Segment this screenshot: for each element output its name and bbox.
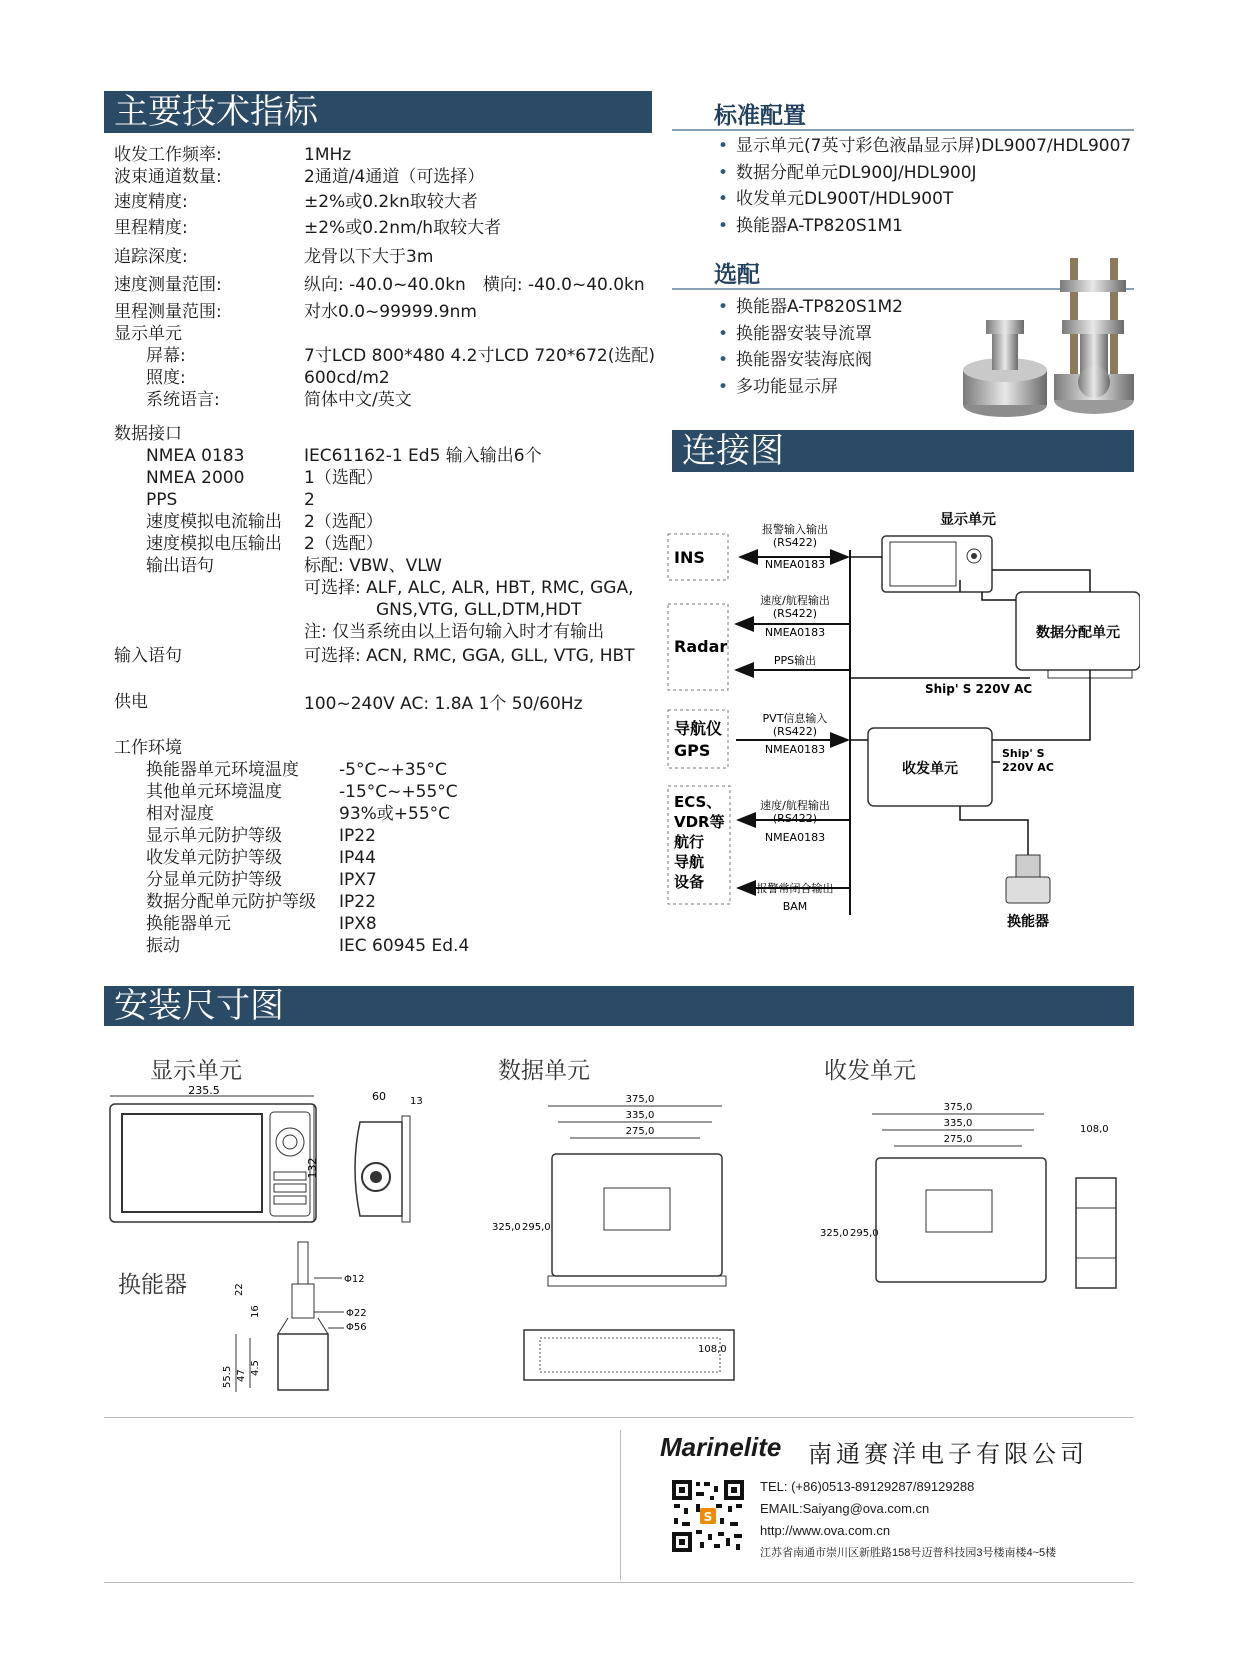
dim-label: 275,0	[625, 1126, 655, 1137]
dim-label: 335,0	[943, 1118, 973, 1129]
ins-label: INS	[674, 548, 705, 567]
spec-label: NMEA 2000	[146, 468, 245, 488]
env-label: 收发单元防护等级	[146, 848, 282, 868]
env-value: 93%或+55°C	[339, 804, 451, 824]
dim-display-title: 显示单元	[150, 1058, 242, 1084]
dim-xdcr-title: 换能器	[118, 1272, 187, 1298]
footer-tel: TEL: (+86)0513-89129287/89129288	[760, 1479, 975, 1494]
env-value: IPX8	[339, 914, 377, 934]
data-unit-label: 数据分配单元	[1036, 625, 1120, 641]
spec-value: 标配: VBW、VLW	[304, 556, 442, 576]
spec-value: ±2%或0.2nm/h取较大者	[304, 218, 502, 238]
link-label: PVT信息输入	[762, 712, 828, 725]
dim-label: 60	[372, 1090, 386, 1103]
dim-label: 108,0	[1080, 1124, 1109, 1135]
brand-logo: Marinelite	[660, 1432, 782, 1462]
env-value: IP22	[339, 826, 376, 846]
dim-label: Φ56	[346, 1322, 367, 1333]
env-label: 换能器单元	[146, 914, 231, 934]
spec-label: 照度:	[146, 368, 186, 388]
spec-label: 收发工作频率:	[114, 145, 222, 165]
gps-label: GPS	[674, 741, 711, 760]
dim-label: 47	[236, 1369, 247, 1382]
spec-table	[114, 140, 654, 970]
spec-label: 速度测量范围:	[114, 275, 222, 295]
footer-divider	[104, 1582, 1134, 1583]
spec-label: 速度模拟电压输出	[146, 534, 282, 554]
dimension-title: 安装尺寸图	[114, 986, 284, 1026]
list-item: • 换能器安装导流罩	[718, 321, 903, 348]
link-label: 速度/航程输出	[760, 799, 830, 812]
link-label: (RS422)	[772, 536, 818, 549]
link-label: NMEA0183	[764, 558, 826, 571]
env-value: -5°C~+35°C	[339, 760, 447, 780]
dim-label: 335,0	[625, 1110, 655, 1121]
link-label: 报警输入输出	[762, 523, 828, 536]
spec-label: NMEA 0183	[146, 446, 245, 466]
options-list	[718, 294, 903, 400]
spec-value: GNS,VTG, GLL,DTM,HDT	[376, 600, 582, 620]
spec-value: 简体中文/英文	[304, 390, 412, 410]
transducer-drawing	[222, 1238, 382, 1398]
dim-label: 108,0	[698, 1344, 727, 1355]
spec-value: 600cd/m2	[304, 368, 390, 388]
divider	[672, 129, 1134, 131]
list-item: • 显示单元(7英寸彩色液晶显示屏)DL9007/HDL9007	[718, 133, 1131, 160]
dim-trx-title: 收发单元	[824, 1058, 916, 1084]
ecs-label: 导航	[674, 853, 705, 871]
spec-value: 2	[304, 490, 315, 510]
spec-group-label: 数据接口	[114, 424, 182, 444]
env-label: 分显单元防护等级	[146, 870, 282, 890]
spec-label: 里程精度:	[114, 218, 188, 238]
link-label: NMEA0183	[764, 831, 826, 844]
env-value: IEC 60945 Ed.4	[339, 936, 470, 956]
list-item: • 换能器A-TP820S1M1	[718, 213, 1131, 240]
dimension-header	[104, 986, 1134, 1026]
ecs-label: 设备	[674, 873, 705, 891]
footer-website[interactable]: http://www.ova.com.cn	[760, 1523, 891, 1538]
footer-email[interactable]: EMAIL:Saiyang@ova.com.cn	[760, 1501, 930, 1516]
dim-label: 13	[410, 1096, 423, 1107]
qr-code-icon	[670, 1478, 746, 1554]
dim-label: 325,0	[492, 1222, 521, 1233]
spec-label: 里程测量范围:	[114, 302, 222, 322]
env-value: IP22	[339, 892, 376, 912]
transducer-photo	[960, 250, 1140, 430]
spec-label: 系统语言:	[146, 390, 220, 410]
radar-label: Radar	[674, 637, 728, 656]
list-item: • 换能器安装海底阀	[718, 347, 903, 374]
power-label: Ship' S 220V AC	[925, 682, 1033, 696]
dim-label: 375,0	[625, 1094, 655, 1105]
spec-value: 纵向: -40.0~40.0kn 横向: -40.0~40.0kn	[304, 275, 645, 295]
spec-value: 龙骨以下大于3m	[304, 247, 434, 267]
ecs-label: ECS、	[674, 793, 722, 811]
svg-text:S: S	[703, 1510, 713, 1524]
std-config-title: 标准配置	[714, 103, 806, 129]
spec-label: PPS	[146, 490, 178, 510]
std-config-list	[718, 133, 1131, 239]
spec-value: 2（选配）	[304, 534, 383, 554]
link-label: 速度/航程输出	[760, 594, 830, 607]
link-label: NMEA0183	[764, 743, 826, 756]
spec-group-label: 工作环境	[114, 738, 182, 758]
display-unit-box	[882, 536, 992, 592]
env-value: IPX7	[339, 870, 377, 890]
trx-unit-drawing	[818, 1098, 1134, 1308]
power-label: Ship' S	[1002, 747, 1045, 760]
dim-label: 275,0	[943, 1134, 973, 1145]
dim-label: 55.5	[222, 1365, 233, 1388]
dim-label: 325,0	[820, 1228, 849, 1239]
spec-value: 可选择: ACN, RMC, GGA, GLL, VTG, HBT	[304, 646, 635, 666]
dim-label: 375,0	[943, 1102, 973, 1113]
options-title: 选配	[714, 262, 760, 288]
dim-label: 22	[234, 1283, 245, 1296]
env-label: 其他单元环境温度	[146, 782, 282, 802]
footer-address: 江苏省南通市崇川区新胜路158号迈普科技园3号楼南楼4~5楼	[760, 1547, 1057, 1559]
dim-label: 4.5	[250, 1360, 261, 1376]
display-unit-drawing	[104, 1082, 434, 1232]
spec-value: 对水0.0~99999.9nm	[304, 302, 477, 322]
spec-value: 1MHz	[304, 145, 352, 165]
ecs-label: 航行	[674, 833, 705, 851]
env-label: 相对湿度	[146, 804, 214, 824]
dim-label: 16	[250, 1305, 261, 1318]
display-unit-label: 显示单元	[940, 512, 996, 528]
spec-label: 输入语句	[114, 646, 182, 666]
dim-data-title: 数据单元	[498, 1058, 590, 1084]
list-item: • 换能器A-TP820S1M2	[718, 294, 903, 321]
spec-label: 输出语句	[146, 556, 214, 576]
spec-group-label: 显示单元	[114, 324, 182, 344]
connection-header	[672, 430, 1134, 472]
specs-title: 主要技术指标	[114, 92, 318, 132]
connection-title: 连接图	[682, 431, 784, 471]
dim-label: Φ22	[346, 1308, 367, 1319]
dim-label: 235.5	[188, 1084, 220, 1097]
spec-label: 屏幕:	[146, 346, 186, 366]
gps-label: 导航仪	[674, 719, 723, 738]
footer-divider	[104, 1417, 1134, 1418]
dim-label: 295,0	[850, 1228, 879, 1239]
transducer-label: 换能器	[1007, 914, 1049, 930]
spec-value: 可选择: ALF, ALC, ALR, HBT, RMC, GGA,	[304, 578, 634, 598]
link-label: 报警常闭合输出	[756, 882, 834, 895]
link-label: BAM	[782, 900, 808, 913]
spec-value: IEC61162-1 Ed5 输入输出6个	[304, 446, 542, 466]
ecs-label: VDR等	[674, 813, 725, 831]
env-label: 显示单元防护等级	[146, 826, 282, 846]
spec-value: 100~240V AC: 1.8A 1个 50/60Hz	[304, 694, 583, 714]
env-label: 振动	[146, 936, 180, 956]
spec-value: 1（选配）	[304, 468, 383, 488]
connection-diagram	[660, 500, 1140, 940]
spec-value: 2（选配）	[304, 512, 383, 532]
spec-label: 速度精度:	[114, 192, 188, 212]
env-value: -15°C~+55°C	[339, 782, 458, 802]
link-label: (RS422)	[772, 812, 818, 825]
env-label: 数据分配单元防护等级	[146, 892, 316, 912]
link-label: PPS输出	[773, 654, 817, 667]
company-name: 南通赛洋电子有限公司	[808, 1440, 1088, 1468]
specs-header	[104, 91, 652, 133]
link-label: NMEA0183	[764, 626, 826, 639]
dim-label: 132	[306, 1157, 319, 1179]
link-label: (RS422)	[772, 725, 818, 738]
spec-label: 波束通道数量:	[114, 167, 222, 187]
footer-vdivider	[620, 1430, 621, 1580]
list-item: • 多功能显示屏	[718, 374, 903, 401]
spec-value: 2通道/4通道（可选择）	[304, 167, 485, 187]
link-label: (RS422)	[772, 607, 818, 620]
list-item: • 数据分配单元DL900J/HDL900J	[718, 160, 1131, 187]
spec-label: 供电	[114, 692, 148, 712]
spec-value: ±2%或0.2kn取较大者	[304, 192, 478, 212]
list-item: • 收发单元DL900T/HDL900T	[718, 186, 1131, 213]
spec-note: 注: 仅当系统由以上语句输入时才有输出	[304, 622, 605, 642]
dim-label: Φ12	[344, 1274, 365, 1285]
data-unit-drawing	[490, 1090, 740, 1400]
spec-value: 7寸LCD 800*480 4.2寸LCD 720*672(选配)	[304, 346, 655, 366]
env-label: 换能器单元环境温度	[146, 760, 299, 780]
spec-label: 速度模拟电流输出	[146, 512, 282, 532]
env-value: IP44	[339, 848, 376, 868]
transceiver-label: 收发单元	[902, 761, 958, 777]
power-label: 220V AC	[1002, 761, 1054, 774]
spec-label: 追踪深度:	[114, 247, 188, 267]
dim-label: 295,0	[522, 1222, 551, 1233]
